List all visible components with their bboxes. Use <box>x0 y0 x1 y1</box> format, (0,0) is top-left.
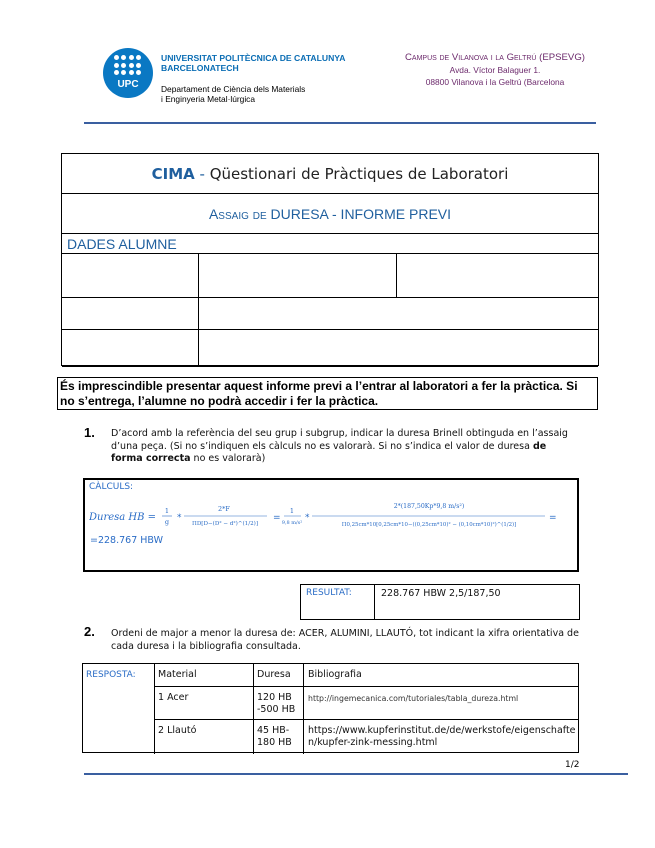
row-divider <box>154 719 578 720</box>
hardness-result-line: =228.767 HBW <box>90 535 163 546</box>
subtitle-rest: DURESA - INFORME PREVI <box>266 206 452 222</box>
row2-duresa: 45 HB-180 HB <box>257 725 292 748</box>
footer-divider <box>84 773 628 775</box>
cell-divider <box>396 254 397 297</box>
brinell-formula <box>89 496 575 536</box>
logo-text: UPC <box>117 79 139 90</box>
term1-den: g <box>164 518 170 526</box>
term4-num: 2*(187,50Kp*9,8 m/s²) <box>393 503 465 510</box>
term2-num: 2*F <box>218 505 230 513</box>
term3-den: 9,8 m/s² <box>281 520 303 526</box>
op-eq1: = <box>273 513 281 523</box>
calculations-box[interactable] <box>83 478 579 572</box>
calculations-label: CÀLCULS: <box>89 482 134 492</box>
response-table[interactable] <box>82 663 579 753</box>
q1-text-bold: de forma correcta <box>111 440 547 464</box>
notice-box: És imprescindible presentar aquest informe previ a l’entrar al laboratori a fer la pràctica. Si no s’entrega, l’alumne no podrà accedir i fer la pràctica. <box>57 377 598 410</box>
formula-lhs: Duresa HB = <box>89 512 157 523</box>
result-box[interactable] <box>300 584 580 620</box>
campus-address <box>380 52 610 88</box>
title-dash: - <box>194 165 210 183</box>
header-bibliografia: Bibliografia <box>308 669 362 680</box>
row1-material: 1 Acer <box>158 692 189 703</box>
question-2-number: 2. <box>84 624 95 639</box>
student-row-3[interactable] <box>62 330 598 367</box>
title-cima: CIMA <box>151 165 195 183</box>
logo-dots <box>114 55 142 77</box>
form-title <box>62 154 598 194</box>
department-line2: i Enginyeria Metal·lúrgica <box>161 94 256 104</box>
student-row-2[interactable] <box>62 298 598 330</box>
question-1-number: 1. <box>84 425 95 440</box>
title-rest: Qüestionari de Pràctiques de Laboratori <box>209 165 509 183</box>
row-divider <box>154 686 578 687</box>
term2-den: ΠD[D−(D² − d²)^(1/2)] <box>191 521 259 527</box>
op-mul1: * <box>177 513 182 523</box>
university-line1: UNIVERSITAT POLITÈCNICA DE CATALUNYA <box>161 53 346 63</box>
col-divider <box>154 664 155 754</box>
subtitle-prefix: Assaig de <box>208 206 267 222</box>
op-eq2: = <box>549 513 557 523</box>
row2-material: 2 Llautó <box>158 725 197 736</box>
university-name <box>161 53 345 73</box>
department-line1: Departament de Ciència dels Materials <box>161 84 306 94</box>
campus-line3: 08800 Vilanova i la Geltrú (Barcelona <box>425 77 565 87</box>
cell-divider <box>198 298 199 329</box>
campus-line2: Avda. Víctor Balaguer 1. <box>449 65 541 75</box>
upc-logo <box>103 48 153 98</box>
university-line2: BARCELONATECH <box>161 63 239 73</box>
cell-divider <box>198 254 199 297</box>
header-duresa: Duresa <box>257 669 291 680</box>
cell-divider <box>198 330 199 366</box>
question-2-text: Ordeni de major a menor la duresa de: ACER, ALUMINI, LLAUTÓ, tot indicant la xifra orientativa de cada duresa i la bibliografia consultada. <box>111 628 579 652</box>
header-material: Material <box>158 669 197 680</box>
row1-duresa: 120 HB -500 HB <box>257 692 296 715</box>
row2-bibliografia[interactable]: https://www.kupferinstitut.de/de/werkstofe/eigenschaften/kupfer-zink-messing.html <box>308 725 576 748</box>
question-1-text <box>111 428 581 466</box>
page-number: 1/2 <box>565 760 580 770</box>
response-label: RESPOSTA: <box>86 670 136 680</box>
campus-line1: Campus de Vilanova i la Geltrú (EPSEVG) <box>404 52 585 63</box>
term3-num: 1 <box>289 507 295 515</box>
dades-alumne-label: DADES ALUMNE <box>62 234 598 254</box>
header-divider <box>84 122 596 124</box>
result-value: 228.767 HBW 2,5/187,50 <box>381 588 501 599</box>
col-divider <box>303 664 304 754</box>
row1-bibliografia[interactable]: http://ingemecanica.com/tutoriales/tabla_dureza.html <box>308 694 519 703</box>
result-label: RESULTAT: <box>301 585 375 619</box>
student-row-1[interactable] <box>62 254 598 298</box>
op-mul2: * <box>305 513 310 523</box>
student-form <box>61 153 599 366</box>
term4-den: Π0,25cm*10[0,25cm*10−((0,25cm*10)² − (0,10cm*10)²)^(1/2)] <box>341 522 517 528</box>
term1-num: 1 <box>164 507 170 515</box>
q1-text-b: no es valorarà) <box>190 453 266 464</box>
col-divider <box>253 664 254 754</box>
form-subtitle <box>62 194 598 234</box>
q1-text-a: D’acord amb la referència del seu grup i subgrup, indicar la duresa Brinell obtinguda en l’assaig d’una peça. (Si no s’indiquen els càlculs no es valorarà. Si no s’indica el valor de duresa <box>111 428 568 452</box>
department-name <box>161 84 305 104</box>
